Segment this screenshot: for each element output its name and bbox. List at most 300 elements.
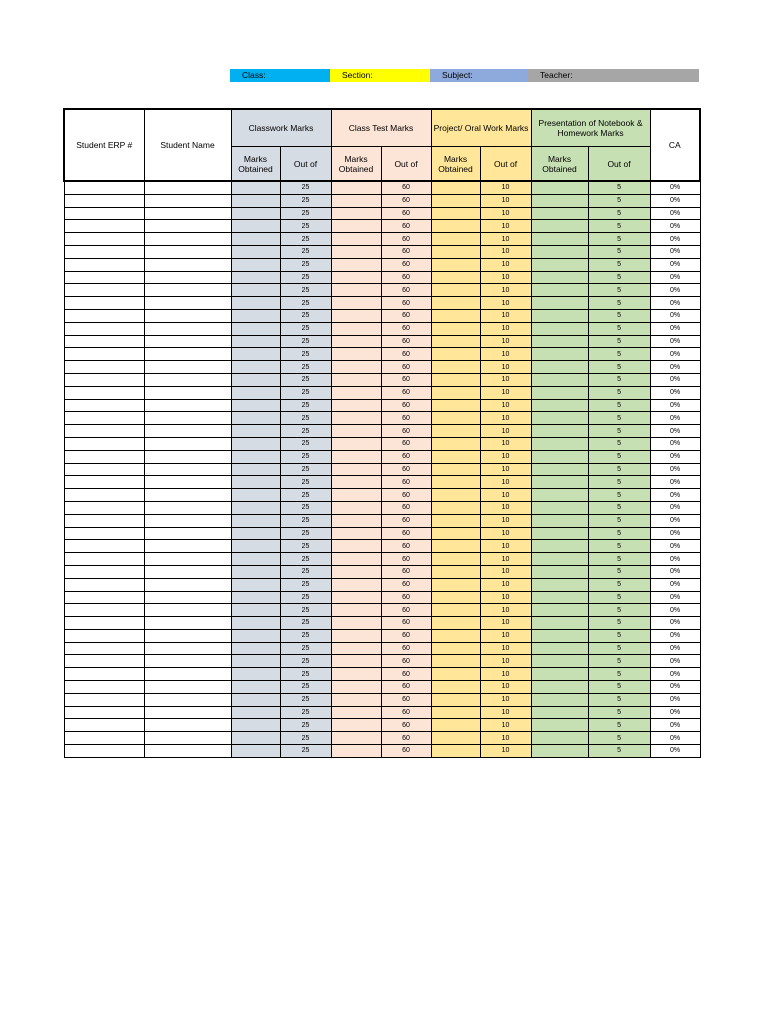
cell-notebook-marks[interactable] xyxy=(531,361,588,374)
cell-classwork-marks[interactable] xyxy=(231,181,280,194)
cell-student-name[interactable] xyxy=(144,642,231,655)
cell-student-name[interactable] xyxy=(144,348,231,361)
cell-student-name[interactable] xyxy=(144,629,231,642)
cell-class-test-marks[interactable] xyxy=(331,297,381,310)
cell-notebook-marks[interactable] xyxy=(531,527,588,540)
cell-notebook-marks[interactable] xyxy=(531,553,588,566)
cell-student-name[interactable] xyxy=(144,386,231,399)
cell-student-erp[interactable] xyxy=(64,501,144,514)
cell-project-marks[interactable] xyxy=(431,348,480,361)
cell-classwork-marks[interactable] xyxy=(231,399,280,412)
cell-class-test-marks[interactable] xyxy=(331,437,381,450)
cell-classwork-marks[interactable] xyxy=(231,578,280,591)
cell-classwork-marks[interactable] xyxy=(231,745,280,758)
cell-classwork-marks[interactable] xyxy=(231,348,280,361)
cell-project-marks[interactable] xyxy=(431,681,480,694)
cell-notebook-marks[interactable] xyxy=(531,181,588,194)
cell-student-name[interactable] xyxy=(144,207,231,220)
cell-project-out-of: 10 xyxy=(480,220,531,233)
cell-notebook-marks[interactable] xyxy=(531,309,588,322)
cell-project-marks[interactable] xyxy=(431,655,480,668)
cell-class-test-marks[interactable] xyxy=(331,386,381,399)
cell-class-test-marks[interactable] xyxy=(331,591,381,604)
cell-class-test-marks[interactable] xyxy=(331,245,381,258)
cell-student-name[interactable] xyxy=(144,194,231,207)
cell-classwork-marks[interactable] xyxy=(231,565,280,578)
cell-class-test-marks[interactable] xyxy=(331,732,381,745)
cell-student-name[interactable] xyxy=(144,245,231,258)
cell-project-marks[interactable] xyxy=(431,335,480,348)
cell-class-test-marks[interactable] xyxy=(331,565,381,578)
cell-notebook-marks[interactable] xyxy=(531,745,588,758)
cell-student-name[interactable] xyxy=(144,514,231,527)
cell-project-marks[interactable] xyxy=(431,450,480,463)
cell-project-marks[interactable] xyxy=(431,617,480,630)
cell-classwork-marks[interactable] xyxy=(231,373,280,386)
cell-student-name[interactable] xyxy=(144,501,231,514)
cell-project-marks[interactable] xyxy=(431,693,480,706)
cell-student-name[interactable] xyxy=(144,604,231,617)
cell-classwork-marks[interactable] xyxy=(231,655,280,668)
cell-student-erp[interactable] xyxy=(64,745,144,758)
cell-notebook-marks[interactable] xyxy=(531,591,588,604)
cell-student-erp[interactable] xyxy=(64,245,144,258)
cell-student-name[interactable] xyxy=(144,565,231,578)
cell-project-marks[interactable] xyxy=(431,476,480,489)
cell-student-name[interactable] xyxy=(144,233,231,246)
cell-classwork-marks[interactable] xyxy=(231,437,280,450)
cell-classwork-out-of: 25 xyxy=(280,706,331,719)
cell-class-test-marks[interactable] xyxy=(331,233,381,246)
cell-class-test-marks[interactable] xyxy=(331,514,381,527)
cell-student-erp[interactable] xyxy=(64,271,144,284)
cell-classwork-marks[interactable] xyxy=(231,693,280,706)
cell-notebook-marks[interactable] xyxy=(531,386,588,399)
cell-notebook-marks[interactable] xyxy=(531,412,588,425)
cell-notebook-marks[interactable] xyxy=(531,348,588,361)
cell-class-test-marks[interactable] xyxy=(331,181,381,194)
cell-project-marks[interactable] xyxy=(431,719,480,732)
table-row xyxy=(64,194,700,207)
cell-student-erp[interactable] xyxy=(64,527,144,540)
cell-notebook-marks[interactable] xyxy=(531,271,588,284)
cell-student-erp[interactable] xyxy=(64,655,144,668)
cell-project-marks[interactable] xyxy=(431,361,480,374)
cell-student-erp[interactable] xyxy=(64,322,144,335)
cell-student-name[interactable] xyxy=(144,617,231,630)
cell-notebook-marks[interactable] xyxy=(531,207,588,220)
cell-student-erp[interactable] xyxy=(64,373,144,386)
cell-class-test-marks[interactable] xyxy=(331,642,381,655)
cell-notebook-marks[interactable] xyxy=(531,233,588,246)
cell-classwork-marks[interactable] xyxy=(231,501,280,514)
cell-student-name[interactable] xyxy=(144,425,231,438)
cell-project-marks[interactable] xyxy=(431,425,480,438)
cell-class-test-marks[interactable] xyxy=(331,693,381,706)
cell-classwork-marks[interactable] xyxy=(231,489,280,502)
subject-field[interactable]: Subject: xyxy=(430,69,528,82)
cell-student-name[interactable] xyxy=(144,591,231,604)
cell-student-name[interactable] xyxy=(144,181,231,194)
cell-project-marks[interactable] xyxy=(431,207,480,220)
cell-classwork-marks[interactable] xyxy=(231,284,280,297)
cell-classwork-marks[interactable] xyxy=(231,425,280,438)
cell-student-erp[interactable] xyxy=(64,553,144,566)
cell-notebook-marks[interactable] xyxy=(531,706,588,719)
cell-student-name[interactable] xyxy=(144,220,231,233)
cell-project-marks[interactable] xyxy=(431,514,480,527)
cell-classwork-marks[interactable] xyxy=(231,629,280,642)
cell-student-erp[interactable] xyxy=(64,489,144,502)
cell-project-marks[interactable] xyxy=(431,412,480,425)
cell-class-test-marks[interactable] xyxy=(331,489,381,502)
cell-classwork-marks[interactable] xyxy=(231,271,280,284)
cell-project-marks[interactable] xyxy=(431,489,480,502)
section-field[interactable]: Section: xyxy=(330,69,430,82)
cell-student-name[interactable] xyxy=(144,297,231,310)
cell-classwork-marks[interactable] xyxy=(231,642,280,655)
cell-project-marks[interactable] xyxy=(431,706,480,719)
cell-student-erp[interactable] xyxy=(64,565,144,578)
cell-student-name[interactable] xyxy=(144,681,231,694)
cell-student-erp[interactable] xyxy=(64,450,144,463)
cell-notebook-marks[interactable] xyxy=(531,604,588,617)
cell-student-name[interactable] xyxy=(144,437,231,450)
cell-notebook-marks[interactable] xyxy=(531,463,588,476)
cell-notebook-marks[interactable] xyxy=(531,335,588,348)
cell-project-marks[interactable] xyxy=(431,399,480,412)
cell-notebook-marks[interactable] xyxy=(531,681,588,694)
cell-class-test-marks[interactable] xyxy=(331,553,381,566)
cell-notebook-marks[interactable] xyxy=(531,245,588,258)
cell-class-test-marks[interactable] xyxy=(331,207,381,220)
cell-student-name[interactable] xyxy=(144,373,231,386)
cell-notebook-marks[interactable] xyxy=(531,425,588,438)
cell-class-test-marks[interactable] xyxy=(331,373,381,386)
cell-ca: 0% xyxy=(650,258,700,271)
cell-class-test-marks[interactable] xyxy=(331,668,381,681)
cell-student-name[interactable] xyxy=(144,361,231,374)
cell-notebook-marks[interactable] xyxy=(531,476,588,489)
cell-notebook-marks[interactable] xyxy=(531,732,588,745)
cell-class-test-marks[interactable] xyxy=(331,284,381,297)
cell-student-erp[interactable] xyxy=(64,668,144,681)
cell-student-erp[interactable] xyxy=(64,335,144,348)
cell-project-marks[interactable] xyxy=(431,540,480,553)
cell-class-test-marks[interactable] xyxy=(331,322,381,335)
header-project-marks-obtained: Marks Obtained xyxy=(431,147,480,182)
cell-class-test-marks[interactable] xyxy=(331,604,381,617)
cell-classwork-marks[interactable] xyxy=(231,540,280,553)
teacher-field[interactable]: Teacher: xyxy=(528,69,699,82)
cell-project-marks[interactable] xyxy=(431,233,480,246)
cell-notebook-marks[interactable] xyxy=(531,297,588,310)
cell-student-name[interactable] xyxy=(144,284,231,297)
cell-notebook-marks[interactable] xyxy=(531,373,588,386)
cell-student-name[interactable] xyxy=(144,706,231,719)
cell-project-marks[interactable] xyxy=(431,501,480,514)
cell-project-marks[interactable] xyxy=(431,297,480,310)
cell-student-erp[interactable] xyxy=(64,719,144,732)
cell-project-marks[interactable] xyxy=(431,194,480,207)
cell-project-marks[interactable] xyxy=(431,463,480,476)
cell-project-marks[interactable] xyxy=(431,553,480,566)
cell-classwork-marks[interactable] xyxy=(231,591,280,604)
cell-notebook-out-of: 5 xyxy=(588,233,650,246)
cell-student-erp[interactable] xyxy=(64,309,144,322)
cell-student-name[interactable] xyxy=(144,668,231,681)
cell-student-name[interactable] xyxy=(144,322,231,335)
cell-notebook-out-of: 5 xyxy=(588,501,650,514)
cell-student-erp[interactable] xyxy=(64,463,144,476)
cell-student-name[interactable] xyxy=(144,693,231,706)
cell-classwork-marks[interactable] xyxy=(231,258,280,271)
cell-project-marks[interactable] xyxy=(431,565,480,578)
cell-project-marks[interactable] xyxy=(431,591,480,604)
cell-project-marks[interactable] xyxy=(431,642,480,655)
cell-classwork-marks[interactable] xyxy=(231,335,280,348)
cell-class-test-marks[interactable] xyxy=(331,425,381,438)
cell-project-marks[interactable] xyxy=(431,322,480,335)
cell-project-marks[interactable] xyxy=(431,386,480,399)
cell-notebook-marks[interactable] xyxy=(531,719,588,732)
cell-classwork-marks[interactable] xyxy=(231,233,280,246)
cell-notebook-out-of: 5 xyxy=(588,322,650,335)
cell-class-test-marks[interactable] xyxy=(331,719,381,732)
table-row xyxy=(64,220,700,233)
cell-class-test-marks[interactable] xyxy=(331,745,381,758)
cell-classwork-marks[interactable] xyxy=(231,553,280,566)
cell-notebook-marks[interactable] xyxy=(531,629,588,642)
cell-student-erp[interactable] xyxy=(64,361,144,374)
cell-student-erp[interactable] xyxy=(64,194,144,207)
cell-class-test-marks[interactable] xyxy=(331,258,381,271)
cell-classwork-marks[interactable] xyxy=(231,220,280,233)
cell-student-name[interactable] xyxy=(144,719,231,732)
cell-student-erp[interactable] xyxy=(64,514,144,527)
cell-project-marks[interactable] xyxy=(431,309,480,322)
cell-project-marks[interactable] xyxy=(431,245,480,258)
table-row xyxy=(64,450,700,463)
cell-student-name[interactable] xyxy=(144,309,231,322)
cell-student-erp[interactable] xyxy=(64,578,144,591)
cell-student-erp[interactable] xyxy=(64,181,144,194)
cell-notebook-marks[interactable] xyxy=(531,322,588,335)
cell-student-erp[interactable] xyxy=(64,540,144,553)
cell-student-erp[interactable] xyxy=(64,297,144,310)
cell-classwork-marks[interactable] xyxy=(231,309,280,322)
cell-student-erp[interactable] xyxy=(64,399,144,412)
cell-student-name[interactable] xyxy=(144,655,231,668)
cell-class-test-marks[interactable] xyxy=(331,578,381,591)
cell-project-marks[interactable] xyxy=(431,258,480,271)
cell-student-erp[interactable] xyxy=(64,629,144,642)
cell-notebook-marks[interactable] xyxy=(531,284,588,297)
cell-classwork-marks[interactable] xyxy=(231,617,280,630)
cell-classwork-out-of: 25 xyxy=(280,681,331,694)
cell-classwork-marks[interactable] xyxy=(231,450,280,463)
cell-notebook-marks[interactable] xyxy=(531,437,588,450)
cell-notebook-marks[interactable] xyxy=(531,450,588,463)
cell-student-name[interactable] xyxy=(144,476,231,489)
cell-project-out-of: 10 xyxy=(480,578,531,591)
cell-ca: 0% xyxy=(650,309,700,322)
cell-notebook-marks[interactable] xyxy=(531,642,588,655)
cell-student-erp[interactable] xyxy=(64,233,144,246)
cell-notebook-marks[interactable] xyxy=(531,220,588,233)
cell-project-out-of: 10 xyxy=(480,617,531,630)
cell-student-name[interactable] xyxy=(144,412,231,425)
cell-student-name[interactable] xyxy=(144,335,231,348)
class-field[interactable]: Class: xyxy=(230,69,330,82)
cell-classwork-marks[interactable] xyxy=(231,463,280,476)
cell-project-marks[interactable] xyxy=(431,373,480,386)
cell-class-test-marks[interactable] xyxy=(331,463,381,476)
cell-classwork-marks[interactable] xyxy=(231,412,280,425)
cell-classwork-marks[interactable] xyxy=(231,245,280,258)
cell-class-test-marks[interactable] xyxy=(331,655,381,668)
cell-notebook-marks[interactable] xyxy=(531,194,588,207)
cell-student-erp[interactable] xyxy=(64,476,144,489)
cell-class-test-marks[interactable] xyxy=(331,309,381,322)
cell-student-name[interactable] xyxy=(144,271,231,284)
cell-student-name[interactable] xyxy=(144,463,231,476)
cell-student-name[interactable] xyxy=(144,258,231,271)
cell-notebook-marks[interactable] xyxy=(531,668,588,681)
cell-notebook-out-of: 5 xyxy=(588,181,650,194)
cell-student-name[interactable] xyxy=(144,450,231,463)
cell-student-erp[interactable] xyxy=(64,258,144,271)
cell-notebook-marks[interactable] xyxy=(531,578,588,591)
cell-student-name[interactable] xyxy=(144,553,231,566)
cell-class-test-out-of: 60 xyxy=(381,245,431,258)
cell-classwork-marks[interactable] xyxy=(231,194,280,207)
cell-notebook-marks[interactable] xyxy=(531,617,588,630)
cell-classwork-marks[interactable] xyxy=(231,207,280,220)
cell-student-erp[interactable] xyxy=(64,693,144,706)
cell-classwork-marks[interactable] xyxy=(231,361,280,374)
cell-project-marks[interactable] xyxy=(431,578,480,591)
cell-student-erp[interactable] xyxy=(64,386,144,399)
cell-notebook-marks[interactable] xyxy=(531,399,588,412)
cell-classwork-marks[interactable] xyxy=(231,514,280,527)
cell-class-test-marks[interactable] xyxy=(331,348,381,361)
cell-project-out-of: 10 xyxy=(480,553,531,566)
cell-student-erp[interactable] xyxy=(64,412,144,425)
cell-notebook-out-of: 5 xyxy=(588,412,650,425)
cell-project-marks[interactable] xyxy=(431,745,480,758)
cell-project-marks[interactable] xyxy=(431,732,480,745)
cell-class-test-marks[interactable] xyxy=(331,501,381,514)
cell-project-marks[interactable] xyxy=(431,604,480,617)
cell-classwork-marks[interactable] xyxy=(231,322,280,335)
cell-classwork-marks[interactable] xyxy=(231,297,280,310)
cell-project-marks[interactable] xyxy=(431,668,480,681)
cell-classwork-marks[interactable] xyxy=(231,732,280,745)
cell-class-test-marks[interactable] xyxy=(331,220,381,233)
cell-student-name[interactable] xyxy=(144,399,231,412)
cell-class-test-marks[interactable] xyxy=(331,271,381,284)
cell-class-test-marks[interactable] xyxy=(331,399,381,412)
cell-class-test-marks[interactable] xyxy=(331,617,381,630)
cell-class-test-marks[interactable] xyxy=(331,629,381,642)
cell-class-test-marks[interactable] xyxy=(331,476,381,489)
cell-project-marks[interactable] xyxy=(431,527,480,540)
cell-project-marks[interactable] xyxy=(431,181,480,194)
cell-classwork-marks[interactable] xyxy=(231,681,280,694)
cell-class-test-marks[interactable] xyxy=(331,412,381,425)
cell-ca: 0% xyxy=(650,489,700,502)
cell-class-test-marks[interactable] xyxy=(331,194,381,207)
cell-classwork-marks[interactable] xyxy=(231,476,280,489)
cell-student-erp[interactable] xyxy=(64,284,144,297)
cell-project-marks[interactable] xyxy=(431,271,480,284)
cell-ca: 0% xyxy=(650,297,700,310)
cell-classwork-marks[interactable] xyxy=(231,706,280,719)
cell-classwork-marks[interactable] xyxy=(231,668,280,681)
cell-classwork-marks[interactable] xyxy=(231,719,280,732)
cell-project-marks[interactable] xyxy=(431,629,480,642)
cell-student-erp[interactable] xyxy=(64,591,144,604)
cell-class-test-marks[interactable] xyxy=(331,706,381,719)
cell-student-erp[interactable] xyxy=(64,642,144,655)
cell-notebook-marks[interactable] xyxy=(531,540,588,553)
cell-student-erp[interactable] xyxy=(64,732,144,745)
cell-classwork-marks[interactable] xyxy=(231,386,280,399)
cell-student-name[interactable] xyxy=(144,745,231,758)
cell-classwork-out-of: 25 xyxy=(280,629,331,642)
cell-notebook-marks[interactable] xyxy=(531,655,588,668)
cell-project-marks[interactable] xyxy=(431,284,480,297)
cell-student-erp[interactable] xyxy=(64,437,144,450)
cell-student-erp[interactable] xyxy=(64,348,144,361)
cell-student-erp[interactable] xyxy=(64,681,144,694)
cell-student-erp[interactable] xyxy=(64,706,144,719)
cell-student-erp[interactable] xyxy=(64,207,144,220)
cell-notebook-marks[interactable] xyxy=(531,514,588,527)
cell-notebook-marks[interactable] xyxy=(531,693,588,706)
cell-student-erp[interactable] xyxy=(64,425,144,438)
cell-student-name[interactable] xyxy=(144,527,231,540)
cell-student-name[interactable] xyxy=(144,732,231,745)
cell-notebook-marks[interactable] xyxy=(531,565,588,578)
cell-classwork-marks[interactable] xyxy=(231,527,280,540)
cell-class-test-marks[interactable] xyxy=(331,527,381,540)
cell-class-test-marks[interactable] xyxy=(331,335,381,348)
cell-notebook-marks[interactable] xyxy=(531,258,588,271)
cell-notebook-marks[interactable] xyxy=(531,501,588,514)
cell-student-name[interactable] xyxy=(144,540,231,553)
cell-class-test-marks[interactable] xyxy=(331,361,381,374)
cell-ca: 0% xyxy=(650,706,700,719)
cell-ca: 0% xyxy=(650,322,700,335)
cell-project-out-of: 10 xyxy=(480,284,531,297)
cell-class-test-marks[interactable] xyxy=(331,681,381,694)
cell-project-marks[interactable] xyxy=(431,220,480,233)
cell-student-name[interactable] xyxy=(144,489,231,502)
table-row xyxy=(64,604,700,617)
cell-classwork-marks[interactable] xyxy=(231,604,280,617)
cell-student-name[interactable] xyxy=(144,578,231,591)
cell-class-test-marks[interactable] xyxy=(331,450,381,463)
cell-student-erp[interactable] xyxy=(64,220,144,233)
cell-notebook-marks[interactable] xyxy=(531,489,588,502)
header-class-test-marks-obtained: Marks Obtained xyxy=(331,147,381,182)
cell-student-erp[interactable] xyxy=(64,604,144,617)
cell-class-test-marks[interactable] xyxy=(331,540,381,553)
cell-student-erp[interactable] xyxy=(64,617,144,630)
cell-project-marks[interactable] xyxy=(431,437,480,450)
